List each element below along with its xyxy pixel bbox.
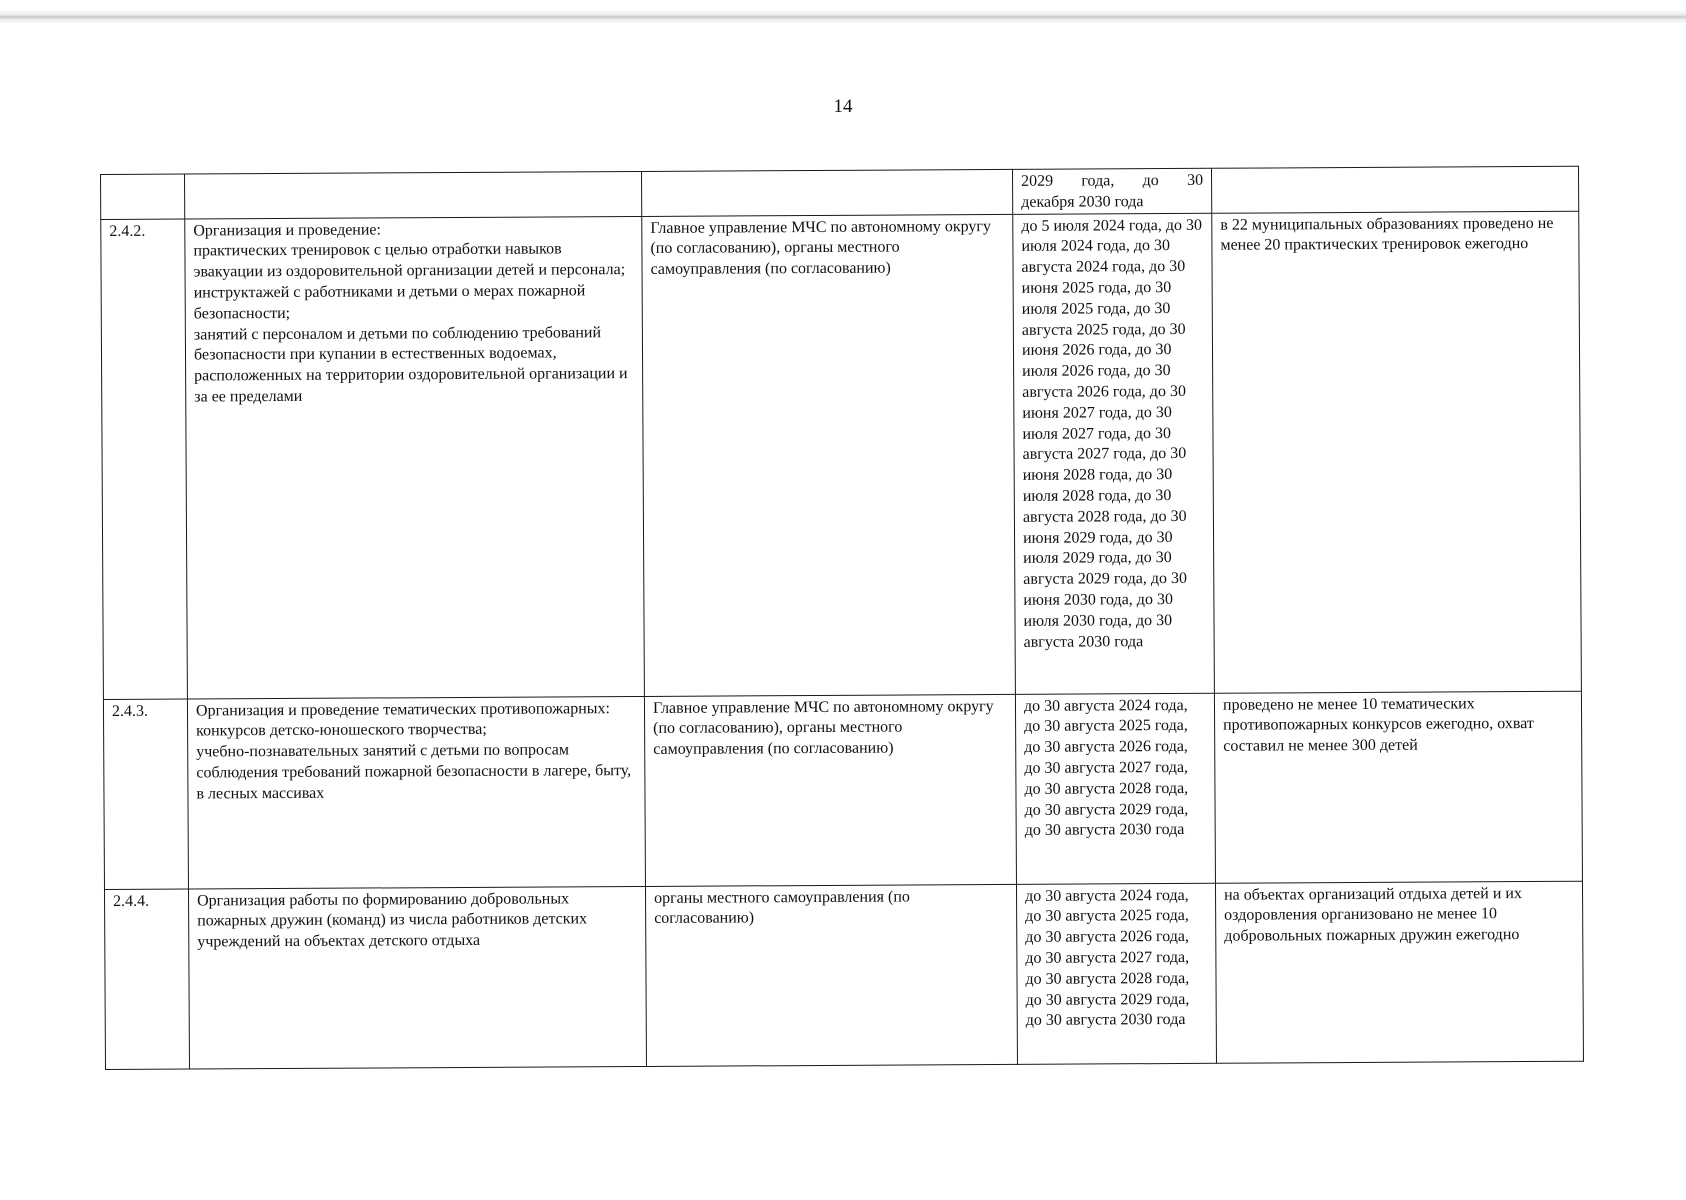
cell-term: до 30 августа 2024 года, до 30 августа 2025 года, до 30 августа 2026 года, до 30 августа 2027 года, до 30 августа 2028 года, до 30 августа 2029 года, до 30 августа 2030 года — [1016, 883, 1216, 1064]
term-line: декабря 2030 года — [1021, 192, 1144, 211]
event-text: Организация и проведение тематических противопожарных: конкурсов детско-юношеского творчества; учебно-познавательных занятий с детьми по вопросам соблюдения требований пожарной безопасности в лагере, быту, в лесных массивах — [195, 699, 632, 803]
cell-result: на объектах организаций отдыха детей и их оздоровления организовано не менее 10 добровольных пожарных дружин ежегодно — [1215, 881, 1583, 1063]
cell-term: до 30 августа 2024 года, до 30 августа 2025 года, до 30 августа 2026 года, до 30 августа 2027 года, до 30 августа 2028 года, до 30 августа 2029 года, до 30 августа 2030 года — [1015, 693, 1215, 884]
term-line: 2029 года, до 30 — [1021, 171, 1204, 190]
cell-executor: Главное управление МЧС по автономному округу (по согласованию), органы местного самоуправления (по согласованию) — [644, 694, 1016, 886]
table-row — [101, 211, 1582, 699]
cell-num: 2.4.4. — [104, 889, 189, 1069]
measures-table — [100, 166, 1584, 1070]
cell-num: 2.4.3. — [103, 699, 188, 889]
scan-edge-artifact — [0, 10, 1686, 24]
cell-executor — [641, 169, 1012, 216]
cell-event — [187, 696, 645, 889]
cell-num: 2.4.2. — [101, 219, 188, 699]
cell-num — [101, 174, 185, 219]
cell-executor: органы местного самоуправления (по согласованию) — [645, 884, 1017, 1066]
cell-event — [188, 886, 646, 1069]
event-text: Организация и проведение: практических тренировок с целью отработки навыков эвакуации из оздоровительной организации детей и персонала; инструктажей с работниками и детьми о мерах пожарной безопасности; занятий с персоналом и детьми по соблюдению требований безопасности при купании в естественных водоемах, расположенных на территории оздоровительной организации и за ее пределами — [193, 221, 628, 406]
cell-event — [185, 171, 642, 218]
cell-result: в 22 муниципальных образованиях проведено не менее 20 практических тренировок ежегодно — [1212, 211, 1582, 693]
cell-result: проведено не менее 10 тематических противопожарных конкурсов ежегодно, охват составил не менее 300 детей — [1214, 691, 1582, 883]
table-row — [103, 691, 1582, 889]
cell-term — [1012, 168, 1211, 214]
cell-term: до 5 июля 2024 года, до 30 июля 2024 года, до 30 августа 2024 года, до 30 июня 2025 года, до 30 июля 2025 года, до 30 августа 2025 года, до 30 июня 2026 года, до 30 июля 2026 года, до 30 августа 2026 года, до 30 июня 2027 года, до 30 июля 2027 года, до 30 августа 2027 года, до 30 июня 2028 года, до 30 июля 2028 года, до 30 августа 2028 года, до 30 июня 2029 года, до 30 июля 2029 года, до 30 августа 2029 года, до 30 июня 2030 года, до 30 июля 2030 года, до 30 августа 2030 года — [1013, 213, 1215, 694]
table-row — [104, 881, 1583, 1069]
cell-event — [185, 216, 645, 699]
event-text: Организация работы по формированию добровольных пожарных дружин (команд) из числа работников детских учреждений на объектах детского отдыха — [197, 889, 588, 951]
page-number: 14 — [833, 96, 853, 117]
cell-result — [1211, 166, 1578, 213]
cell-executor: Главное управление МЧС по автономному округу (по согласованию), органы местного самоуправления (по согласованию) — [642, 214, 1016, 696]
